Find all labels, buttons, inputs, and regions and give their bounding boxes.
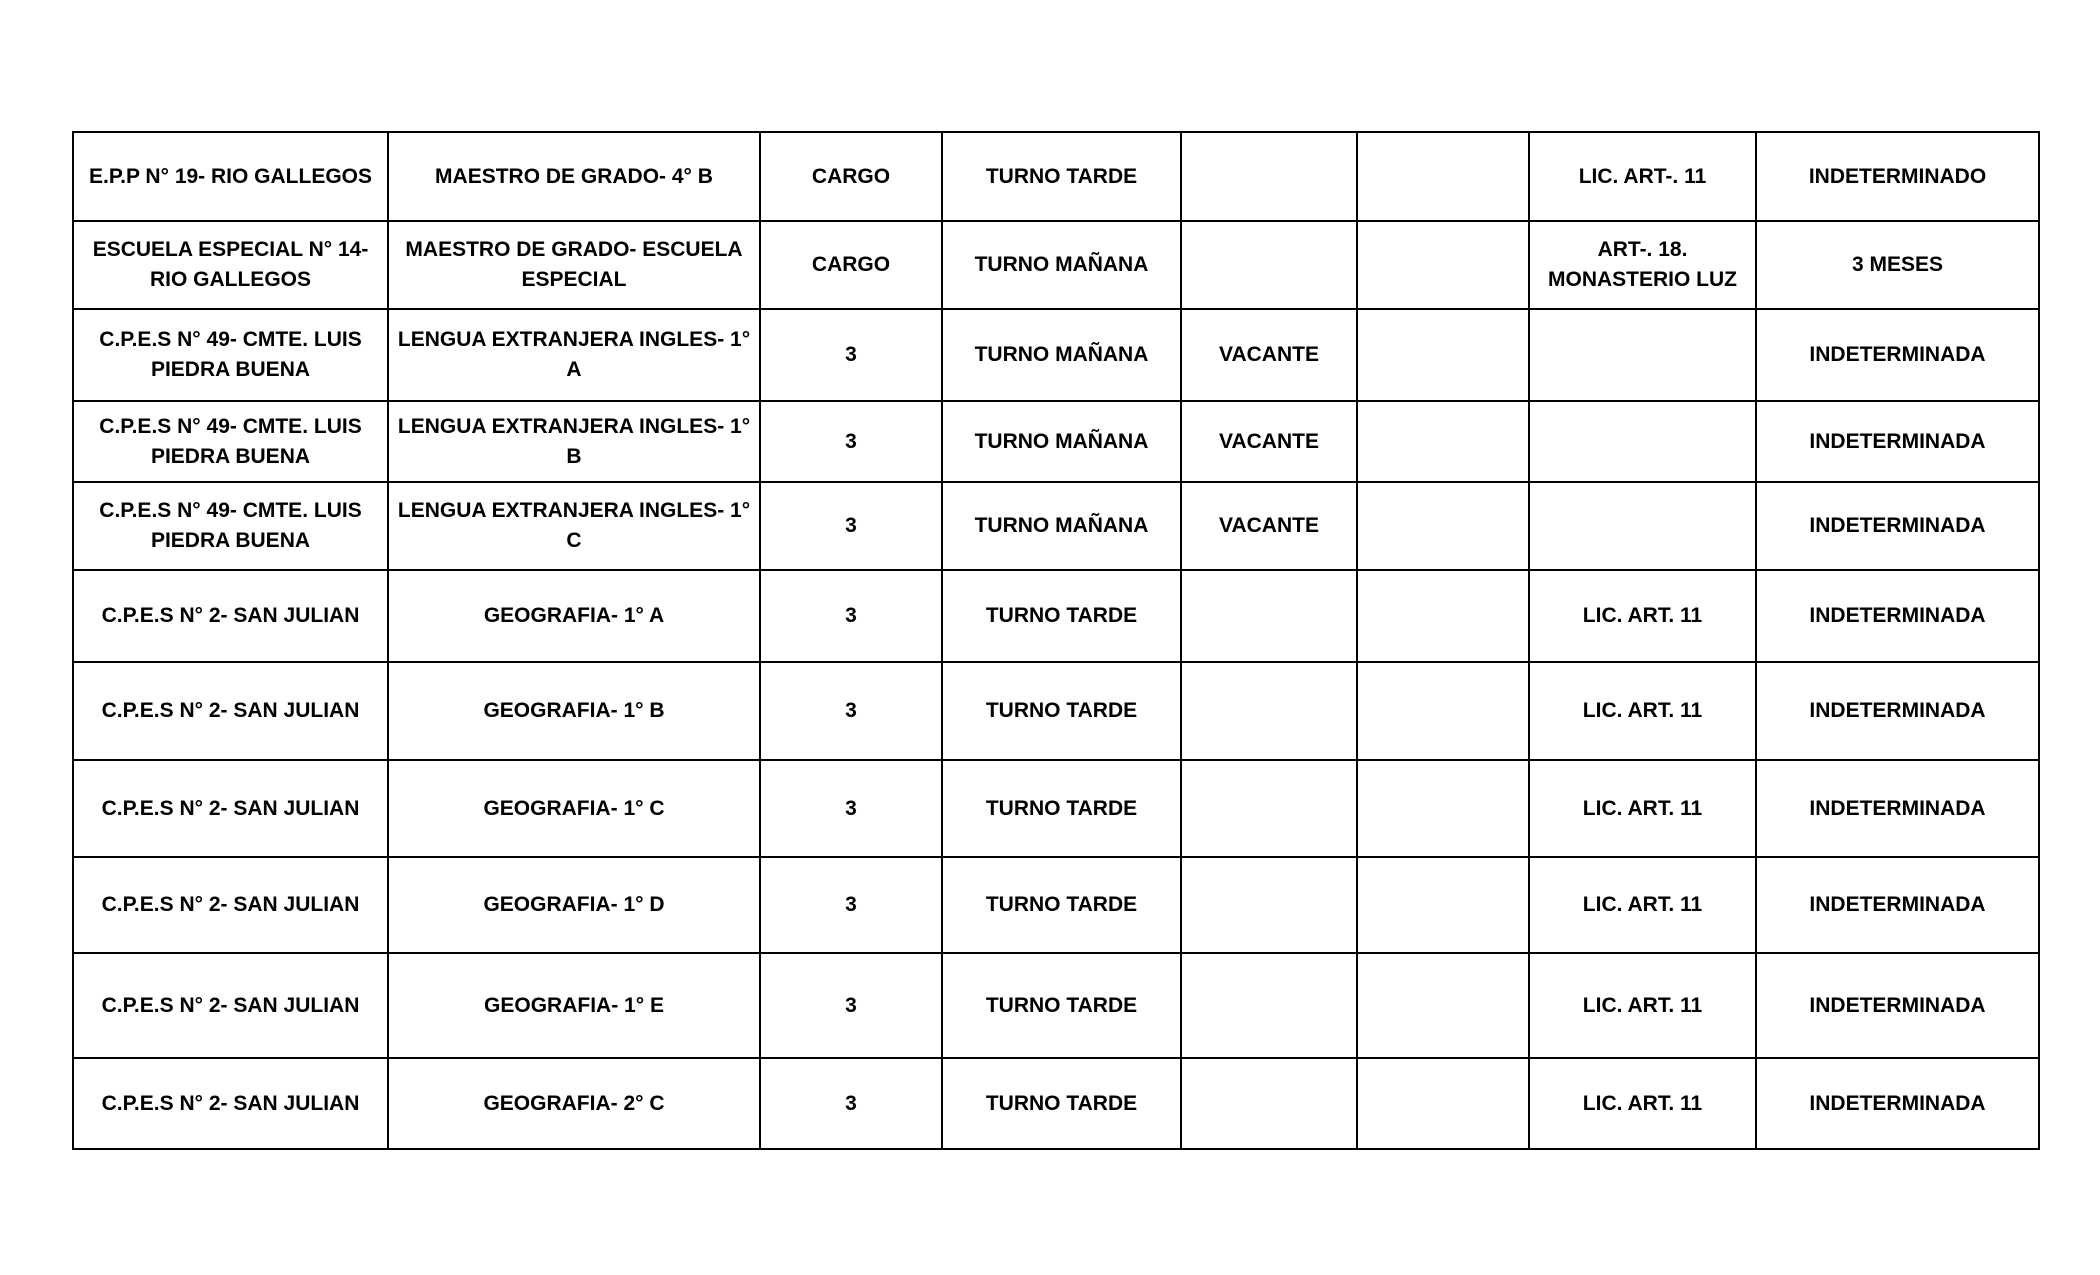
status-cell: VACANTE	[1181, 401, 1357, 482]
duration-cell: INDETERMINADA	[1756, 662, 2039, 760]
shift-cell: TURNO TARDE	[942, 857, 1181, 953]
blank-cell	[1357, 570, 1529, 662]
shift-cell: TURNO TARDE	[942, 1058, 1181, 1149]
subject-cell: GEOGRAFIA- 1° A	[388, 570, 760, 662]
duration-cell: INDETERMINADA	[1756, 309, 2039, 401]
hours-cell: 3	[760, 760, 942, 857]
table-row	[73, 953, 2039, 1058]
reason-cell	[1529, 482, 1756, 570]
hours-cell: 3	[760, 857, 942, 953]
school-cell: E.P.P N° 19- RIO GALLEGOS	[73, 132, 388, 221]
table-row	[73, 309, 2039, 401]
subject-cell: GEOGRAFIA- 1° D	[388, 857, 760, 953]
table-row	[73, 662, 2039, 760]
table-row	[73, 132, 2039, 221]
blank-cell	[1357, 760, 1529, 857]
status-cell	[1181, 221, 1357, 309]
hours-cell: 3	[760, 1058, 942, 1149]
duration-cell: INDETERMINADO	[1756, 132, 2039, 221]
blank-cell	[1357, 662, 1529, 760]
duration-cell: INDETERMINADA	[1756, 570, 2039, 662]
duration-cell: INDETERMINADA	[1756, 760, 2039, 857]
reason-cell: LIC. ART. 11	[1529, 953, 1756, 1058]
subject-cell: LENGUA EXTRANJERA INGLES- 1° B	[388, 401, 760, 482]
blank-cell	[1357, 401, 1529, 482]
table-row	[73, 760, 2039, 857]
status-cell: VACANTE	[1181, 482, 1357, 570]
hours-cell: 3	[760, 662, 942, 760]
blank-cell	[1357, 1058, 1529, 1149]
reason-cell	[1529, 309, 1756, 401]
subject-cell: LENGUA EXTRANJERA INGLES- 1° A	[388, 309, 760, 401]
reason-cell: LIC. ART. 11	[1529, 1058, 1756, 1149]
status-cell	[1181, 570, 1357, 662]
blank-cell	[1357, 132, 1529, 221]
hours-cell: CARGO	[760, 221, 942, 309]
school-cell: C.P.E.S N° 2- SAN JULIAN	[73, 662, 388, 760]
school-cell: C.P.E.S N° 2- SAN JULIAN	[73, 1058, 388, 1149]
reason-cell: LIC. ART. 11	[1529, 662, 1756, 760]
duration-cell: INDETERMINADA	[1756, 953, 2039, 1058]
table-row	[73, 401, 2039, 482]
status-cell	[1181, 760, 1357, 857]
school-cell: C.P.E.S N° 2- SAN JULIAN	[73, 570, 388, 662]
status-cell	[1181, 662, 1357, 760]
blank-cell	[1357, 857, 1529, 953]
table-row	[73, 1058, 2039, 1149]
vacancy-table	[72, 131, 2040, 1150]
hours-cell: 3	[760, 401, 942, 482]
shift-cell: TURNO MAÑANA	[942, 482, 1181, 570]
subject-cell: GEOGRAFIA- 1° B	[388, 662, 760, 760]
school-cell: C.P.E.S N° 49- CMTE. LUIS PIEDRA BUENA	[73, 401, 388, 482]
reason-cell: LIC. ART. 11	[1529, 760, 1756, 857]
shift-cell: TURNO TARDE	[942, 953, 1181, 1058]
subject-cell: MAESTRO DE GRADO- 4° B	[388, 132, 760, 221]
school-cell: C.P.E.S N° 49- CMTE. LUIS PIEDRA BUENA	[73, 309, 388, 401]
status-cell	[1181, 953, 1357, 1058]
shift-cell: TURNO TARDE	[942, 662, 1181, 760]
blank-cell	[1357, 482, 1529, 570]
duration-cell: INDETERMINADA	[1756, 857, 2039, 953]
school-cell: C.P.E.S N° 49- CMTE. LUIS PIEDRA BUENA	[73, 482, 388, 570]
subject-cell: GEOGRAFIA- 2° C	[388, 1058, 760, 1149]
hours-cell: 3	[760, 482, 942, 570]
shift-cell: TURNO MAÑANA	[942, 221, 1181, 309]
hours-cell: 3	[760, 570, 942, 662]
reason-cell: LIC. ART-. 11	[1529, 132, 1756, 221]
duration-cell: 3 MESES	[1756, 221, 2039, 309]
subject-cell: GEOGRAFIA- 1° E	[388, 953, 760, 1058]
status-cell	[1181, 132, 1357, 221]
status-cell: VACANTE	[1181, 309, 1357, 401]
reason-cell: LIC. ART. 11	[1529, 857, 1756, 953]
hours-cell: 3	[760, 309, 942, 401]
hours-cell: CARGO	[760, 132, 942, 221]
subject-cell: LENGUA EXTRANJERA INGLES- 1° C	[388, 482, 760, 570]
status-cell	[1181, 1058, 1357, 1149]
shift-cell: TURNO MAÑANA	[942, 401, 1181, 482]
blank-cell	[1357, 953, 1529, 1058]
duration-cell: INDETERMINADA	[1756, 401, 2039, 482]
duration-cell: INDETERMINADA	[1756, 482, 2039, 570]
shift-cell: TURNO TARDE	[942, 760, 1181, 857]
table-row	[73, 482, 2039, 570]
school-cell: ESCUELA ESPECIAL N° 14- RIO GALLEGOS	[73, 221, 388, 309]
reason-cell: ART-. 18. MONASTERIO LUZ	[1529, 221, 1756, 309]
shift-cell: TURNO TARDE	[942, 570, 1181, 662]
school-cell: C.P.E.S N° 2- SAN JULIAN	[73, 953, 388, 1058]
school-cell: C.P.E.S N° 2- SAN JULIAN	[73, 857, 388, 953]
school-cell: C.P.E.S N° 2- SAN JULIAN	[73, 760, 388, 857]
subject-cell: MAESTRO DE GRADO- ESCUELA ESPECIAL	[388, 221, 760, 309]
shift-cell: TURNO MAÑANA	[942, 309, 1181, 401]
table-row	[73, 857, 2039, 953]
shift-cell: TURNO TARDE	[942, 132, 1181, 221]
blank-cell	[1357, 221, 1529, 309]
reason-cell: LIC. ART. 11	[1529, 570, 1756, 662]
hours-cell: 3	[760, 953, 942, 1058]
table-row	[73, 221, 2039, 309]
blank-cell	[1357, 309, 1529, 401]
subject-cell: GEOGRAFIA- 1° C	[388, 760, 760, 857]
table-row	[73, 570, 2039, 662]
reason-cell	[1529, 401, 1756, 482]
status-cell	[1181, 857, 1357, 953]
duration-cell: INDETERMINADA	[1756, 1058, 2039, 1149]
